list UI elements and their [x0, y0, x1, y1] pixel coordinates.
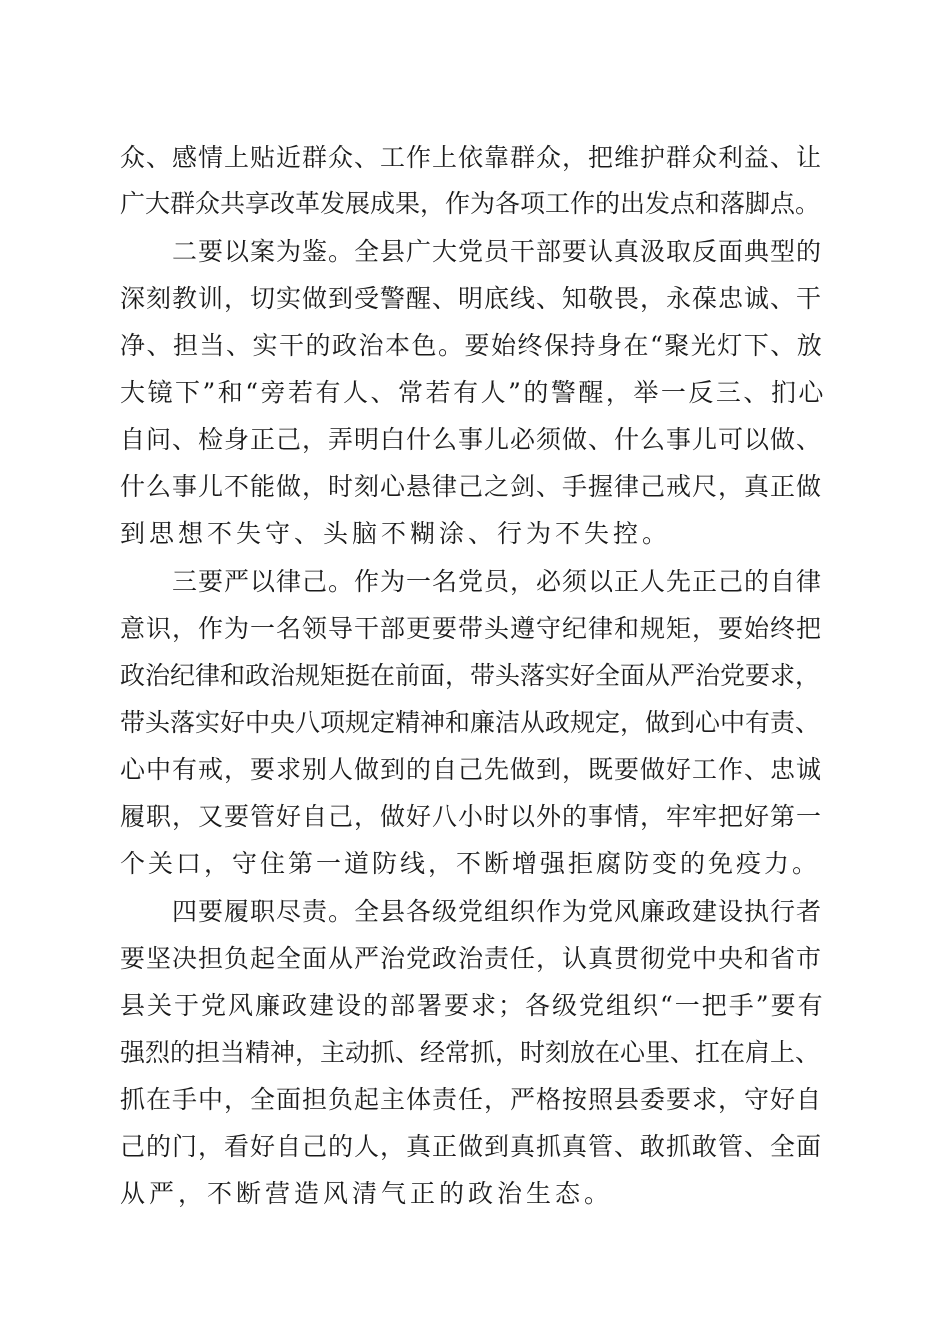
text-line: 己的门，看好自己的人，真正做到真抓真管、敢抓敢管、全面	[120, 1132, 823, 1161]
text-line: 心中有戒，要求别人做到的自己先做到，既要做好工作、忠诚	[120, 755, 823, 784]
text-line: 广大群众共享改革发展成果，作为各项工作的出发点和落脚点。	[120, 189, 821, 218]
text-line: 要坚决担负起全面从严治党政治责任，认真贯彻党中央和省市	[120, 944, 823, 973]
paragraph-start-line: 四要履职尽责。全县各级党组织作为党风廉政建设执行者	[172, 897, 823, 926]
text-line: 强烈的担当精神，主动抓、经常抓，时刻放在心里、扛在肩上、	[120, 1038, 821, 1067]
text-line: 什么事儿不能做，时刻心悬律己之剑、手握律己戒尺，真正做	[120, 472, 823, 501]
text-line: 从严，不断营造风清气正的政治生态。	[120, 1179, 614, 1208]
paragraph-start-line: 三要严以律己。作为一名党员，必须以正人先正己的自律	[172, 567, 823, 596]
text-line: 政治纪律和政治规矩挺在前面，带头落实好全面从严治党要求，	[120, 661, 821, 690]
text-line: 自问、检身正己，弄明白什么事儿必须做、什么事儿可以做、	[120, 425, 823, 454]
text-line: 众、感情上贴近群众、工作上依靠群众，把维护群众利益、让	[120, 143, 823, 172]
text-line: 个关口，守住第一道防线，不断增强拒腐防变的免疫力。	[120, 849, 821, 878]
paragraph-start-line: 二要以案为鉴。全县广大党员干部要认真汲取反面典型的	[172, 237, 823, 266]
text-line: 带头落实好中央八项规定精神和廉洁从政规定，做到心中有责、	[120, 708, 821, 737]
text-line: 抓在手中，全面担负起主体责任，严格按照县委要求，守好自	[120, 1085, 823, 1114]
text-line: 履职，又要管好自己，做好八小时以外的事情，牢牢把好第一	[120, 802, 823, 831]
text-line: 净、担当、实干的政治本色。要始终保持身在“聚光灯下、放	[120, 331, 824, 360]
text-line: 意识，作为一名领导干部更要带头遵守纪律和规矩，要始终把	[120, 614, 823, 643]
text-line: 大镜下”和“旁若有人、常若有人”的警醒，举一反三、扪心	[120, 378, 826, 407]
text-line: 深刻教训，切实做到受警醒、明底线、知敬畏，永葆忠诚、干	[120, 284, 823, 313]
text-line: 到思想不失守、头脑不糊涂、行为不失控。	[120, 519, 672, 548]
text-line: 县关于党风廉政建设的部署要求；各级党组织“一把手”要有	[120, 991, 825, 1020]
